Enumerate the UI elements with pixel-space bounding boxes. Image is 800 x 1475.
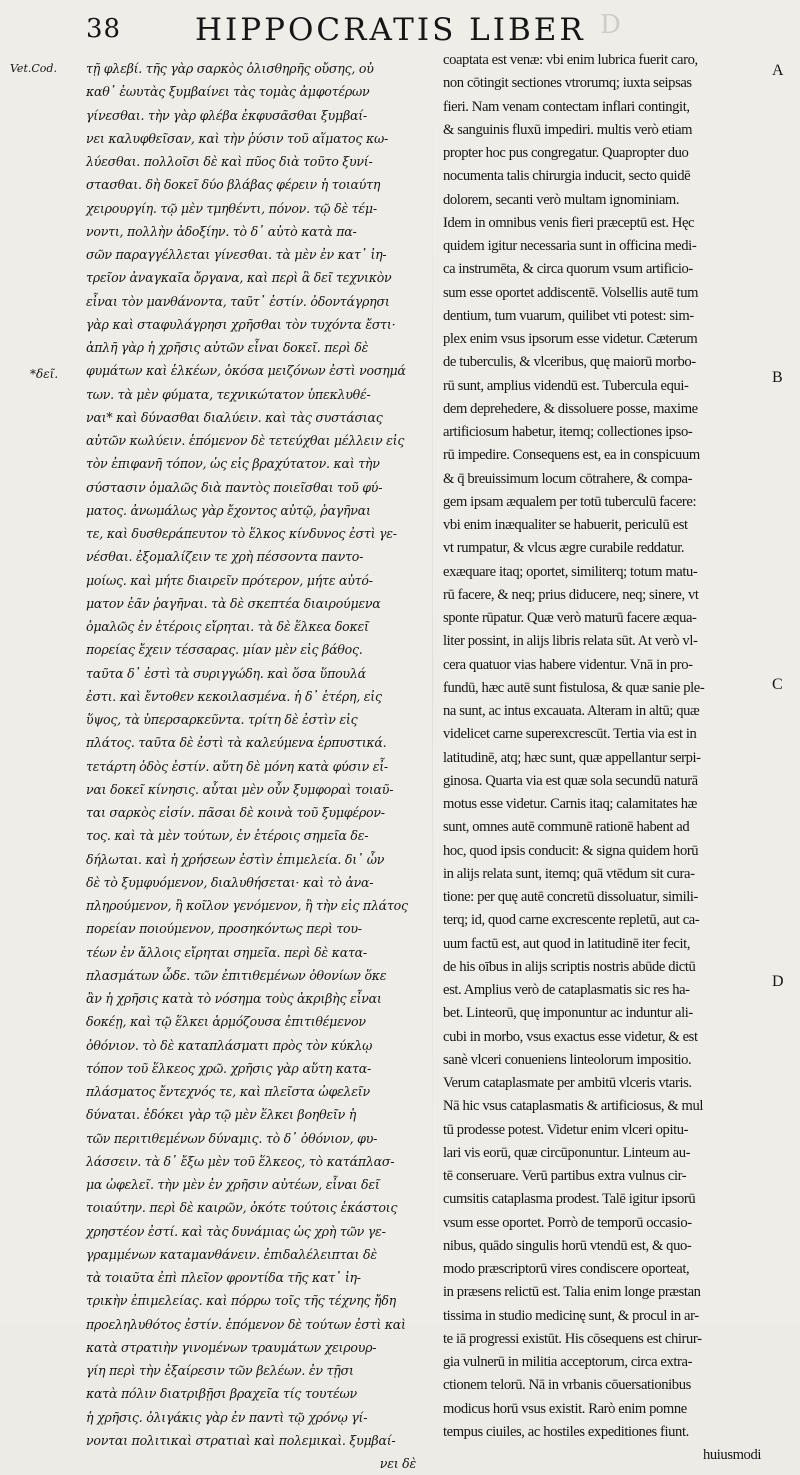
- latin-text-line: ginosa. Quarta via est quæ sola secundū naturā: [443, 772, 698, 789]
- greek-text-line: ὕψος, τὰ ὑπερσαρκεῦντα. τρίτη δὲ ἐστὶν εἰς: [86, 712, 358, 727]
- greek-text-line: νοντι, πολλὴν ἀδοξίην. τὸ δ᾽ αὐτὸ κατὰ πα-: [86, 223, 357, 239]
- greek-text-line: δὲ τὸ ξυμφυόμενον, διαλυθήσεται· καὶ τὸ ἀνα-: [86, 874, 374, 890]
- greek-text-line: ἐστι. καὶ ἔντοθεν κεκοιλασμένα. ἡ δ᾽ ἑτέρη, εἰς: [86, 688, 382, 704]
- greek-text-line: τοιαύτην. περὶ δὲ καιρῶν, ὁκότε τούτοις ἑκάστοις: [86, 1200, 398, 1216]
- latin-text-line: & sanguinis fluxū impediri. multis verò etiam: [443, 121, 693, 138]
- latin-text-line: de tuberculis, & vlceribus, quę maiorū morbo-: [443, 354, 696, 371]
- latin-text-line: hoc, quod ipsis conducit: & signa quidem horū: [443, 842, 699, 859]
- greek-text-line: τέων ἐν ἄλλοις εἴρηται σημεῖα. περὶ δὲ κατα-: [86, 944, 367, 960]
- latin-text-line: tempus ciuiles, ac hostiles expeditiones fiunt.: [443, 1423, 689, 1440]
- latin-text-line: dem deprehedere, & dissoluere posse, maxime: [443, 400, 698, 417]
- greek-text-line: δοκέῃ, καὶ τῷ ἕλκει ἁρμόζουσα ἐπιτιθέμενον: [86, 1014, 366, 1030]
- latin-text-line: in alijs relata sunt, itemq; quā vtēdum sit cura-: [443, 865, 695, 882]
- running-title: HIPPOCRATIS LIBER: [195, 12, 586, 48]
- section-mark-b: B: [772, 369, 783, 386]
- greek-text-line: γραμμένων καταμανθάνειν. ἐπιδαλέλειπται δὲ: [86, 1246, 377, 1262]
- greek-text-line: φυμάτων καὶ ἑλκέων, ὁκόσα μειζόνων ἐστὶ νοσημά: [86, 363, 406, 379]
- greek-text-line: πλασμάτων ὧδε. τῶν ἐπιτιθεμένων ὀθονίων ὅκε: [86, 967, 387, 983]
- latin-text-line: plex enim vsus ipsorum esse videtur. Cæterum: [443, 331, 698, 347]
- greek-text-catchword: νει δὲ: [379, 1456, 416, 1471]
- latin-text-column: [443, 49, 765, 1467]
- greek-text-line: μα ὠφελεῖ. τὴν μὲν ἐν χρῆσιν αὐτέων, εἶναι δεῖ: [86, 1177, 380, 1192]
- section-mark-d: D: [772, 973, 784, 990]
- latin-text-line: tū prodesse potest. Videtur enim vlceri opitu-: [443, 1121, 689, 1138]
- greek-text-line: γὰρ καὶ σταφυλάγρησι χρῆσθαι τὸν τυχόντα ἔστι·: [86, 316, 396, 332]
- greek-text-line: νει καλυφθεῖσαν, καὶ τὴν ῥύσιν τοῦ αἵματος κω-: [86, 130, 388, 146]
- greek-text-line: δύναται. ἐδόκει γὰρ τῷ μὲν ἕλκει βοηθεῖν ἡ: [86, 1107, 357, 1123]
- greek-text-line: τρικὴν ἐπιμελείας. καὶ πόρρω τοῖς τῆς τέχνης ἤδη: [86, 1293, 396, 1309]
- page-number: 38: [86, 14, 122, 44]
- greek-text-line: ται σαρκὸς εἰσίν. πᾶσαι δὲ κοινὰ τοῦ ξυμφέρον-: [86, 805, 385, 820]
- greek-text-line: μοίως. καὶ μήτε διαιρεῖν πρότερον, μήτε αὐτό-: [86, 572, 373, 588]
- latin-text-line: rū impedire. Consequens est, ea in conspicuum: [443, 447, 700, 464]
- latin-text-line: motus esse videtur. Carnis itaq; calamitates hæ: [443, 796, 697, 812]
- greek-text-line: τόπον τοῦ ἕλκεος χρῶ. χρῆσις γὰρ αὕτη κατα-: [86, 1060, 372, 1076]
- latin-text-line: cubi in morbo, vsus exactus esse videtur, & est: [443, 1028, 698, 1045]
- latin-text-line: sanè vlceri conueniens linteolorum impositio.: [443, 1051, 692, 1068]
- greek-text-line: γίνεσθαι. τὴν γὰρ φλέβα ἐκφυσᾶσθαι ξυμβαί-: [86, 107, 367, 123]
- latin-text-line: cera quatuor vias habere videntur. Vnā in pro-: [443, 656, 693, 673]
- latin-text-line: te iā progressi existūt. His cōsequens est chirur-: [443, 1330, 702, 1347]
- greek-text-line: πληρούμενον, ἢ κοῖλον γενόμενον, ἢ τὴν εἰς πλάτος: [86, 898, 408, 913]
- latin-text-line: quidem igitur necessaria sunt in officina medi-: [443, 238, 697, 254]
- latin-text-line: tē conseruare. Verū partibus extra vulnus cir-: [443, 1168, 687, 1184]
- greek-text-line: τρεῖον ἀναγκαῖα ὄργανα, καὶ περὶ ἃ δεῖ τεχνικὸν: [86, 270, 392, 286]
- latin-text-line: uum factū est, aut quod in latitudinē iter fecit,: [443, 935, 691, 952]
- greek-text-line: τὰ τοιαῦτα ἐπὶ πλεῖον φροντίδα τῆς κατ᾽ ἰη-: [86, 1270, 361, 1285]
- greek-text-line: ματος. ἀνωμάλως γὰρ ἔχοντος αὐτῷ, ῥαγῆναι: [86, 502, 371, 518]
- greek-text-line: προεληλυθότος ἐστίν. ἑπόμενον δὲ τούτων ἐστὶ καὶ: [86, 1316, 406, 1332]
- greek-text-line: γίη περὶ τὴν ἐξαίρεσιν τῶν βελέων. ἐν τῇσι: [86, 1363, 354, 1378]
- greek-text-line: καθ᾽ ἑωυτὰς ξυμβαίνει τὰς τομὰς ἀμφοτέρων: [86, 84, 370, 100]
- latin-text-line: ctionem telorū. Nā in vrbanis cōuersationibus: [443, 1377, 691, 1394]
- latin-text-line: dolorem, secanti verò multam ignominiam.: [443, 191, 680, 208]
- latin-text-line: latitudinē, atq; hæc sunt, quæ appellantur serpi-: [443, 749, 701, 766]
- greek-text-line: τετάρτη ὁδὸς ἐστίν. αὕτη δὲ μόνη κατὰ φύσιν εἶ-: [86, 758, 388, 774]
- latin-text-line: sum esse oportet addiscentē. Volsellis autē tum: [443, 284, 699, 301]
- greek-text-line: ἂν ἡ χρῆσις κατὰ τὸ νόσημα τοὺς ἀκριβὴς εἶναι: [86, 991, 382, 1006]
- greek-text-line: τῇ φλεβί. τῆς γὰρ σαρκὸς ὀλισθηρῆς οὔσης, οὐ: [86, 61, 374, 76]
- latin-text-line: videlicet carne superexcrescūt. Tertia via est in: [443, 726, 697, 743]
- latin-text-line: & q̄ breuissimum locum cōtrahere, & compa-: [443, 470, 693, 487]
- greek-text-line: δήλωται. καὶ ἡ χρήσεων ἐστὶν ἐπιμελεία. δι᾽ ὧν: [86, 851, 385, 867]
- latin-text-line: in præsens relictū est. Talia enim longe præstan: [443, 1284, 701, 1301]
- greek-text-line: λάσσειν. τὰ δ᾽ ἔξω μὲν τοῦ ἕλκεος, τὸ κατάπλασ-: [86, 1153, 395, 1169]
- latin-text-line: liter possint, in alijs libris relata sūt. At verò vl-: [443, 633, 698, 650]
- latin-text-line: fundū, hæc autē sunt fistulosa, & quæ sanie ple-: [443, 679, 705, 696]
- latin-text-line: sponte rūpatur. Quæ verò maturū facere æqua-: [443, 610, 697, 626]
- bleed-through-text: D: [600, 10, 621, 40]
- greek-text-line: χρηστέον ἐστί. καὶ τὰς δυνάμιας ὡς χρὴ τῶν γε-: [86, 1223, 386, 1239]
- greek-text-line: ταῦτα δ᾽ ἐστὶ τὰ συριγγώδη. καὶ ὅσα ὕπουλά: [86, 665, 366, 681]
- latin-text-line: rū sunt, amplius videndū est. Tubercula equi-: [443, 377, 689, 394]
- latin-text-line: terq; id, quod carne excrescente repletū, aut ca-: [443, 912, 700, 929]
- column-gutter: [432, 60, 433, 1300]
- latin-text-line: vt rumpatur, & vlcus ægre curabile reddatur.: [443, 540, 685, 557]
- margin-note-vet-cod: Vet.Cod.: [10, 62, 57, 75]
- greek-text-line: εἶναι τὸν μανθάνοντα, ταῦτ᾽ ἐστίν. ὀδοντάγρησι: [86, 293, 390, 309]
- greek-text-line: ἁπλῆ γὰρ ἡ χρῆσις αὐτῶν εἶναι δοκεῖ. περὶ δὲ: [86, 340, 369, 355]
- greek-text-line: λύεσθαι. πολλοῖσι δὲ καὶ πῦος διὰ τοῦτο ξυνί-: [86, 154, 373, 169]
- latin-text-line: de his oībus in alijs scriptis nostris abūde dictū: [443, 958, 696, 975]
- latin-text-line: modicus horū vsus existit. Rarò enim pomne: [443, 1400, 687, 1417]
- latin-text-line: sunt, omnes autē communē rationē habent ad: [443, 819, 690, 836]
- latin-text-line: na sunt, ac intus excauata. Alteram in altū; quæ: [443, 703, 700, 719]
- greek-text-line: τὸν ἐπιφανῆ τόπον, ὡς εἰς βραχύτατον. καὶ τὴν: [86, 456, 380, 472]
- greek-text-line: κατὰ πόλιν διατριβῇσι βραχεῖα τίς τουτέων: [86, 1386, 357, 1402]
- latin-text-line: tione: per quę autē concretū dissoluatur, simili-: [443, 889, 698, 905]
- greek-text-line: αὐτῶν κωλύειν. ἑπόμενον δὲ τετεύχθαι μέλλειν εἰς: [86, 433, 405, 448]
- section-mark-a: A: [772, 62, 784, 79]
- latin-text-line: exæquare itaq; oportet, similiterq; totum matu-: [443, 563, 698, 580]
- greek-text-line: τε, καὶ δυσθεράπευτον τὸ ἕλκος κίνδυνος ἐστὶ γε-: [86, 526, 397, 541]
- latin-text-line: nibus, quādo singulis horū vtendū est, & quo-: [443, 1237, 692, 1254]
- latin-text-line: modo præscriptorū vires condiscere oporteat,: [443, 1261, 690, 1277]
- latin-text-line: fieri. Nam venam contectam inflari contingit,: [443, 98, 690, 115]
- greek-text-line: ματον ἐᾶν ῥαγῆναι. τὰ δὲ σκεπτέα διαιρούμενα: [86, 595, 381, 611]
- greek-text-line: σῶν παραγγέλλεται γίνεσθαι. τὰ μὲν ἐν κατ᾽ ἰη-: [86, 247, 387, 262]
- greek-text-line: τῶν περιτιθεμένων δύναμις. τὸ δ᾽ ὀθόνιον, φυ-: [86, 1130, 378, 1146]
- section-mark-c: C: [772, 676, 783, 693]
- greek-text-column: [86, 57, 426, 1475]
- greek-text-line: πλάτος. ταῦτα δὲ ἐστὶ τὰ καλεύμενα ἑρπυστικά.: [86, 735, 387, 751]
- greek-text-line: νέσθαι. ἐξομαλίζειν τε χρὴ πέσσοντα παντο-: [86, 549, 364, 565]
- latin-text-line: dentium, tum vuarum, quilibet vti potest: sim-: [443, 307, 694, 324]
- latin-text-line: cumsitis cataplasma prodest. Talē igitur ipsorū: [443, 1191, 696, 1208]
- greek-text-line: ναι δοκεῖ κίνησις. αὗται μὲν οὖν ξυμφοραὶ τοιαῦ-: [86, 781, 394, 797]
- greek-text-line: στασθαι. δὴ δοκεῖ δύο βλάβας φέρειν ἡ τοιαύτη: [86, 177, 381, 193]
- latin-text-line: vsum esse oportet. Porrò de temporū occasio-: [443, 1214, 692, 1231]
- latin-text-line: est. Amplius verò de cataplasmatis sic res ha-: [443, 982, 690, 998]
- latin-text-line: nocumenta talis chirurgia inducit, secto quidē: [443, 168, 691, 185]
- greek-text-line: των. τὰ μὲν φύματα, τεχνικώτατον ὑπεκλυθέ-: [86, 386, 371, 402]
- greek-text-line: πορείαν ποιούμενον, προσηκόντως περὶ του-: [86, 921, 362, 937]
- greek-text-line: τος. καὶ τὰ μὲν τούτων, ἐν ἑτέροις σημεῖα δε-: [86, 828, 369, 844]
- latin-text-line: coaptata est venæ: vbi enim lubrica fuerit caro,: [443, 52, 698, 68]
- latin-text-line: lari vis eorū, quæ circūponuntur. Linteum au-: [443, 1144, 691, 1161]
- margin-note-star: *δεῖ.: [30, 367, 59, 381]
- latin-text-line: tissima in studio medicinę sunt, & procul in ar-: [443, 1307, 699, 1324]
- greek-text-line: ἡ χρῆσις. ὀλιγάκις γὰρ ἐν παντὶ τῷ χρόνῳ γί-: [86, 1409, 368, 1425]
- latin-text-line: rū facere, & neq; prius diducere, neq; sinere, vt: [443, 586, 699, 603]
- greek-text-line: χειρουργίη. τῷ μὲν τμηθέντι, πόνον. τῷ δὲ τέμ-: [86, 200, 377, 216]
- greek-text-line: ὁμαλῶς ἐν ἑτέροις εἴρηται. τὰ δὲ ἕλκεα δοκεῖ: [86, 619, 369, 634]
- greek-text-line: κατὰ στρατιὴν γινομένων τραυμάτων χειρουρ-: [86, 1339, 377, 1355]
- latin-text-line: Verum cataplasmate per ambitū vlceris vtaris.: [443, 1075, 692, 1091]
- greek-text-line: πορείας ἔχειν τέσσαρας. μίαν μὲν εἰς βάθος.: [86, 642, 363, 658]
- greek-text-line: σύστασιν ὁμαλῶς διὰ παντὸς ποιεῖσθαι τοῦ φύ-: [86, 479, 383, 495]
- latin-text-line: gem ipsam æqualem per totū tuberculū facere:: [443, 493, 697, 510]
- latin-text-line: vbi enim inæqualiter se habuerit, periculū est: [443, 517, 688, 533]
- latin-text-line: Nā hic vsus cataplasmatis & artificiosus, & mul: [443, 1098, 704, 1115]
- latin-text-line: artificiosum habetur, itemq; collectiones ipso-: [443, 424, 693, 440]
- latin-text-line: Idem in omnibus venis fieri præceptū est. Hęc: [443, 214, 695, 231]
- greek-text-line: ναι* καὶ δύνασθαι διαλύειν. καὶ τὰς συστάσιας: [86, 409, 383, 425]
- latin-text-line: propter hoc pus congregatur. Quapropter duo: [443, 145, 689, 161]
- latin-text-line: ca instrumēta, & circa quorum vsum artificio-: [443, 261, 693, 278]
- latin-text-catchword: huiusmodi: [702, 1447, 761, 1463]
- latin-text-line: non cōtingit sectiones vtrorumq; iuxta seipsas: [443, 75, 692, 92]
- latin-text-line: bet. Linteorū, quę imponuntur ac induntur ali-: [443, 1005, 693, 1022]
- greek-text-line: νονται πολιτικαὶ στρατιαὶ καὶ πολεμικαὶ. ξυμβαί-: [86, 1432, 396, 1448]
- greek-text-line: πλάσματος ἔντεχνός τε, καὶ πλεῖστα ὠφελεῖν: [86, 1084, 370, 1099]
- greek-text-line: ὀθόνιον. τὸ δὲ καταπλάσματι πρὸς τὸν κύκλῳ: [86, 1037, 373, 1053]
- latin-text-line: gia vulnerū in militia acceptorum, circa extra-: [443, 1354, 693, 1370]
